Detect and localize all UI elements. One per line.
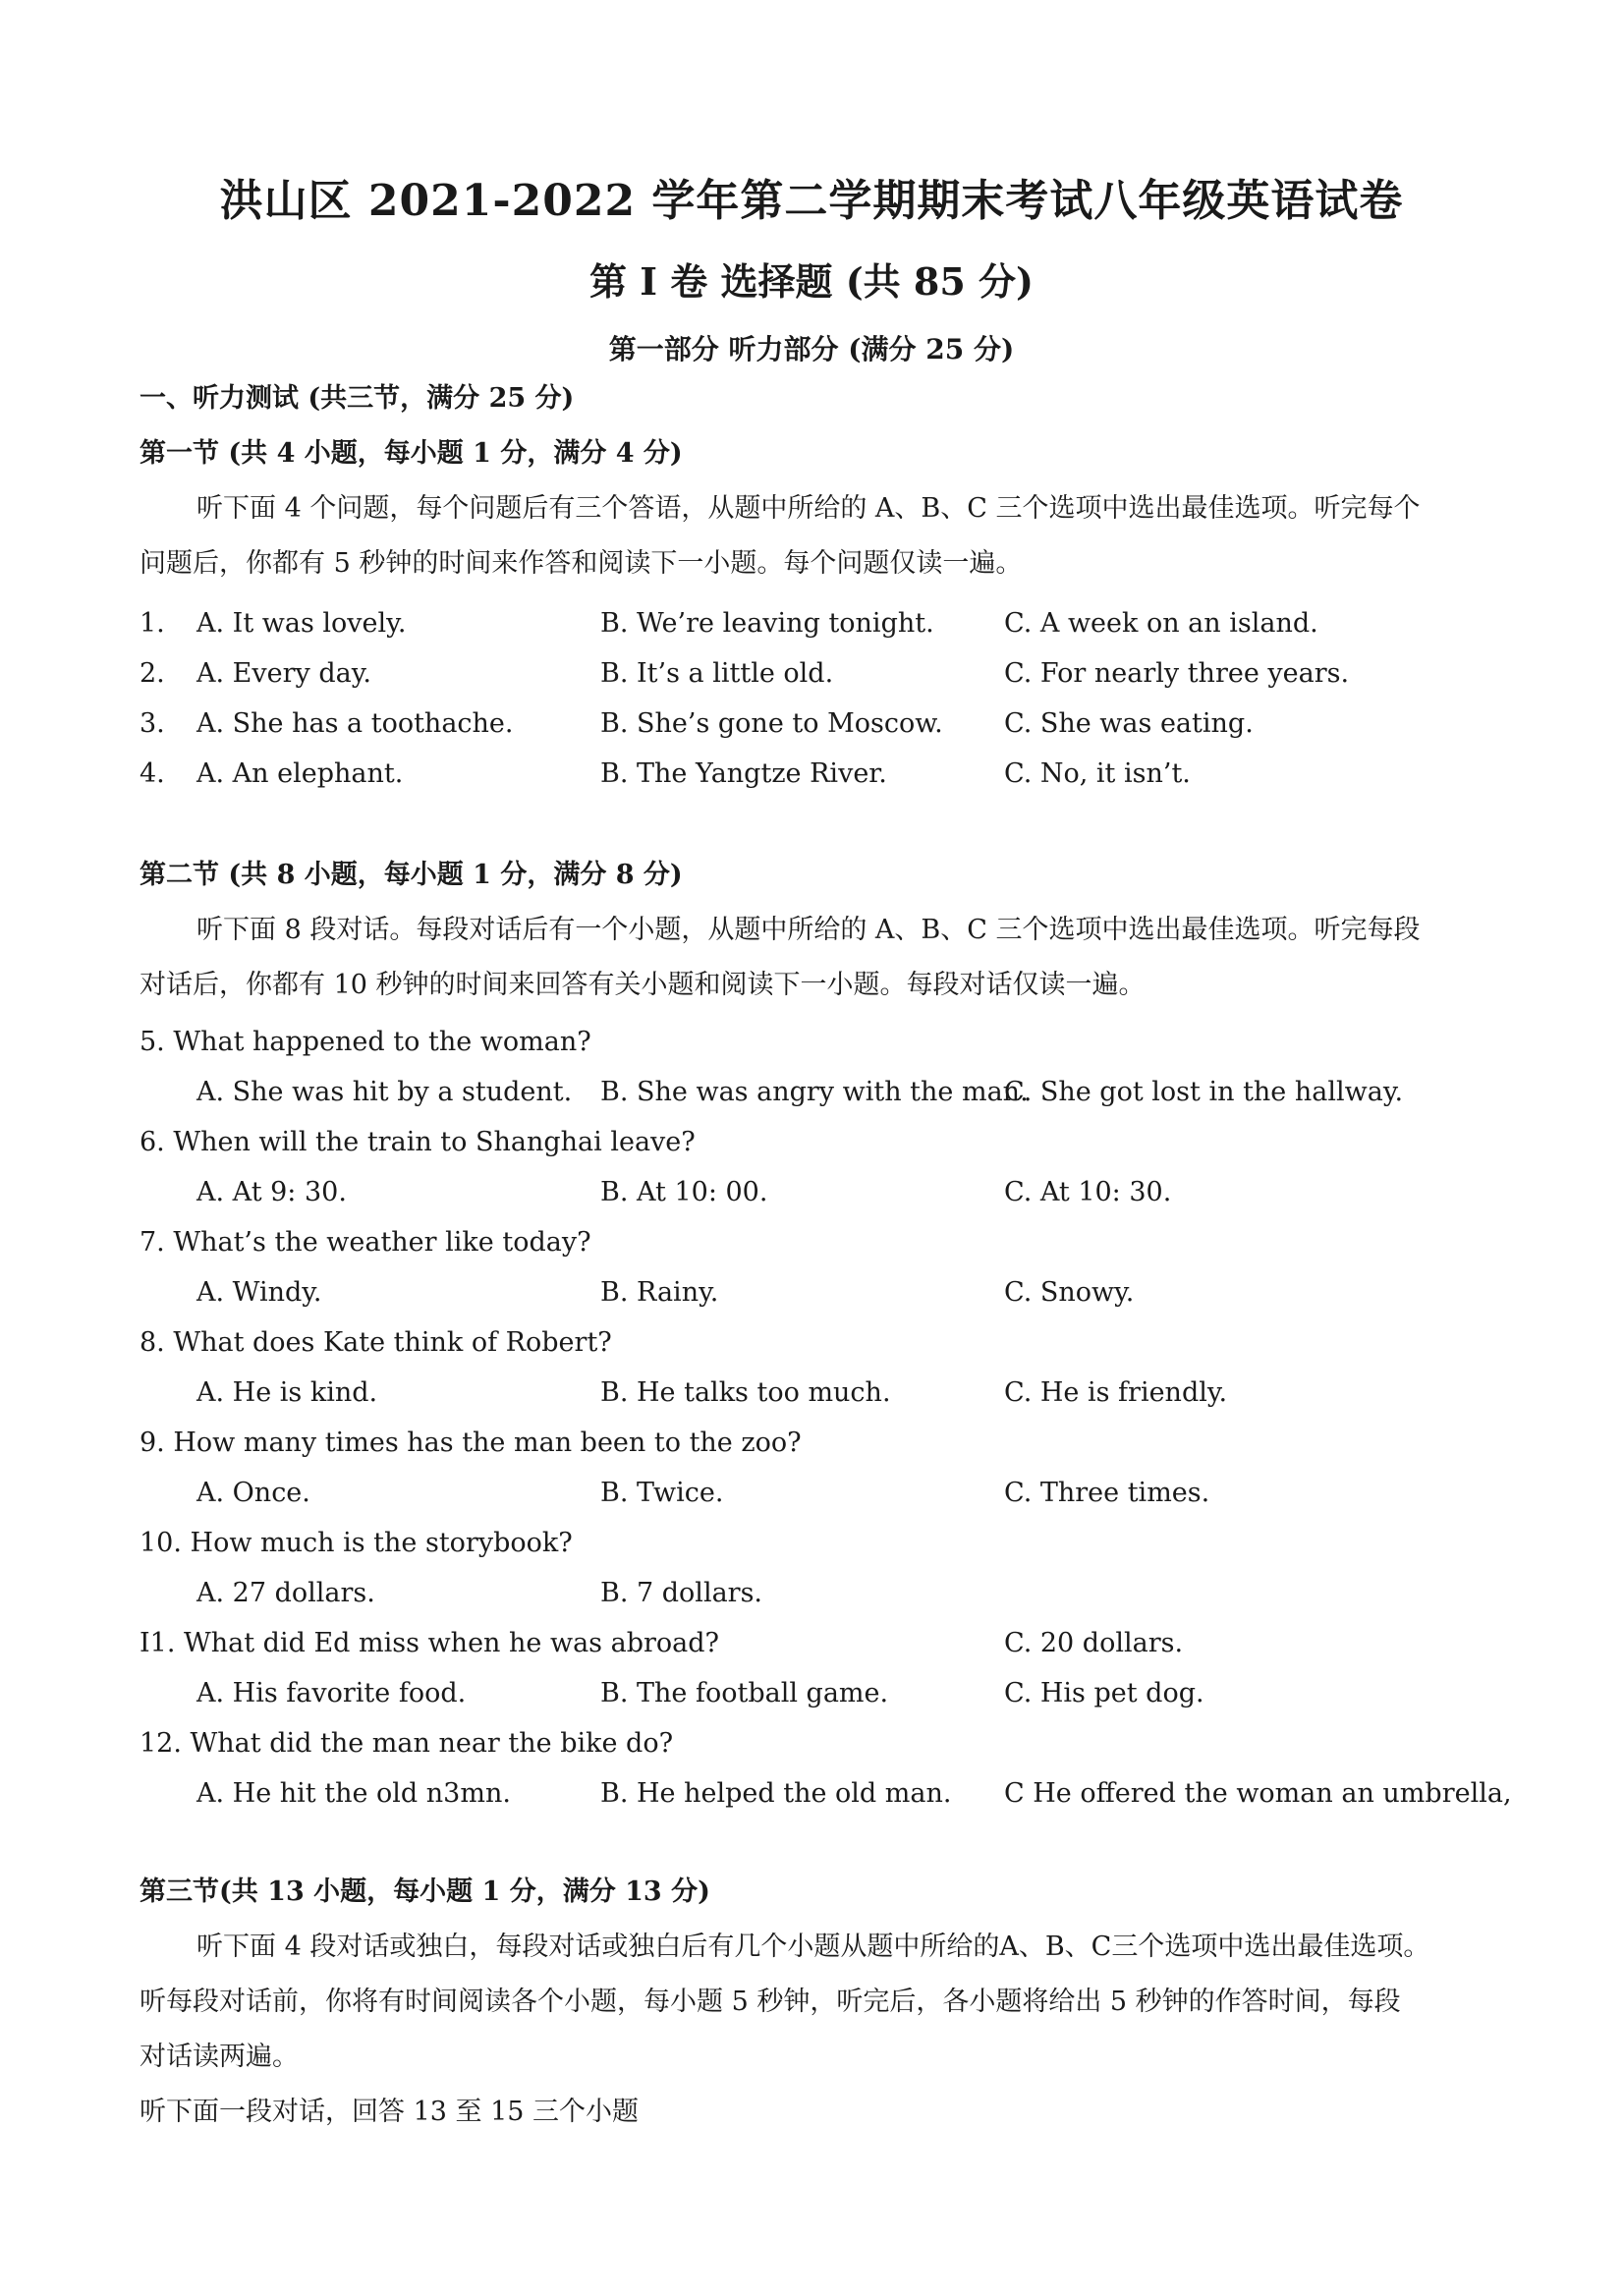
section3-instruction-line1: 听下面 4 段对话或独白，每段对话或独白后有几个小题从题中所给的A、B、C三个选项中选出最佳选项。 [196, 1932, 1430, 1962]
options-row [0, 1275, 1623, 1311]
option-a: A. 27 dollars. [196, 1578, 375, 1608]
volume-subtitle: 第 I 卷 选择题 (共 85 分) [589, 259, 1034, 304]
question-number: 4. [140, 758, 165, 789]
option-a: A. Every day. [196, 658, 371, 689]
option-a: A. It was lovely. [196, 608, 407, 639]
option-c: C. He is friendly. [1004, 1377, 1228, 1408]
option-b: B. She was angry with the man. [600, 1077, 1029, 1107]
option-a: A. He is kind. [196, 1377, 378, 1408]
option-a: A. He hit the old n3mn. [196, 1778, 511, 1809]
part-one-title: 第一部分 听力部分 (满分 25 分) [608, 333, 1015, 365]
listening-section-heading: 一、听力测试 (共三节，满分 25 分) [140, 383, 575, 414]
option-c: C. A week on an island. [1004, 608, 1318, 639]
option-b: B. The football game. [600, 1678, 889, 1708]
question-text: 8. What does Kate think of Robert? [140, 1327, 612, 1358]
option-b: B. He helped the old man. [600, 1778, 952, 1809]
options-row [0, 1375, 1623, 1411]
section3-instruction-line4: 听下面一段对话，回答 13 至 15 三个小题 [140, 2097, 640, 2127]
question-text: 12. What did the man near the bike do? [140, 1728, 674, 1759]
question-row [0, 1626, 1623, 1661]
option-b: B. Twice. [600, 1478, 724, 1508]
exam-title: 洪山区 2021-2022 学年第二学期期末考试八年级英语试卷 [219, 176, 1404, 226]
option-c: C. 20 dollars. [1004, 1628, 1184, 1658]
option-c: C. Snowy. [1004, 1277, 1135, 1308]
option-c: C. At 10: 30. [1004, 1177, 1172, 1207]
option-a: A. His favorite food. [196, 1678, 467, 1708]
section1-instruction-line1: 听下面 4 个问题，每个问题后有三个答语，从题中所给的 A、B、C 三个选项中选出最佳选项。听完每个 [196, 493, 1421, 524]
section1-heading: 第一节 (共 4 小题，每小题 1 分，满分 4 分) [140, 438, 683, 469]
section3-instruction-line3: 对话读两遍。 [140, 2042, 299, 2072]
question-number: 3. [140, 708, 165, 739]
section3-instruction-line2: 听每段对话前，你将有时间阅读各个小题，每小题 5 秒钟，听完后，各小题将给出 5 秒钟的作答时间，每段 [140, 1987, 1401, 2017]
section2-heading: 第二节 (共 8 小题，每小题 1 分，满分 8 分) [140, 860, 683, 890]
question-text: 6. When will the train to Shanghai leave? [140, 1127, 696, 1157]
option-b: B. We’re leaving tonight. [600, 608, 934, 639]
option-c: C. She was eating. [1004, 708, 1254, 739]
option-a: A. Windy. [196, 1277, 322, 1308]
option-a: A. She was hit by a student. [196, 1077, 573, 1107]
option-c: C. She got lost in the hallway. [1004, 1077, 1404, 1107]
option-b: B. The Yangtze River. [600, 758, 887, 789]
option-a: A. Once. [196, 1478, 310, 1508]
options-row [0, 1075, 1623, 1110]
options-row [0, 1676, 1623, 1711]
option-c: C. His pet dog. [1004, 1678, 1204, 1708]
option-a: A. She has a toothache. [196, 708, 514, 739]
option-c: C He offered the woman an umbrella, [1004, 1778, 1512, 1809]
section3-heading: 第三节(共 13 小题，每小题 1 分，满分 13 分) [140, 1876, 710, 1907]
question-row [0, 656, 1623, 692]
question-text: 5. What happened to the woman? [140, 1027, 591, 1057]
option-c: C. For nearly three years. [1004, 658, 1350, 689]
option-b: B. She’s gone to Moscow. [600, 708, 943, 739]
options-row [0, 1175, 1623, 1210]
question-row [0, 706, 1623, 742]
question-number: 2. [140, 658, 165, 689]
question-number: 1. [140, 608, 165, 639]
question-row [0, 756, 1623, 792]
option-c: C. Three times. [1004, 1478, 1210, 1508]
question-text: 10. How much is the storybook? [140, 1528, 573, 1558]
options-row [0, 1576, 1623, 1611]
option-b: B. He talks too much. [600, 1377, 891, 1408]
question-text: 7. What’s the weather like today? [140, 1227, 591, 1258]
question-row [0, 606, 1623, 642]
question-text: I1. What did Ed miss when he was abroad? [140, 1628, 720, 1658]
options-row [0, 1476, 1623, 1511]
option-a: A. At 9: 30. [196, 1177, 347, 1207]
option-a: A. An elephant. [196, 758, 404, 789]
option-b: B. At 10: 00. [600, 1177, 768, 1207]
options-row [0, 1776, 1623, 1812]
option-b: B. Rainy. [600, 1277, 719, 1308]
section1-instruction-line2: 问题后，你都有 5 秒钟的时间来作答和阅读下一小题。每个问题仅读一遍。 [140, 548, 1023, 579]
section2-instruction-line2: 对话后，你都有 10 秒钟的时间来回答有关小题和阅读下一小题。每段对话仅读一遍。 [140, 970, 1146, 1000]
section2-instruction-line1: 听下面 8 段对话。每段对话后有一个小题，从题中所给的 A、B、C 三个选项中选出最佳选项。听完每段 [196, 915, 1421, 945]
option-b: B. 7 dollars. [600, 1578, 763, 1608]
question-text: 9. How many times has the man been to the zoo? [140, 1428, 802, 1458]
option-c: C. No, it isn’t. [1004, 758, 1191, 789]
option-b: B. It’s a little old. [600, 658, 834, 689]
